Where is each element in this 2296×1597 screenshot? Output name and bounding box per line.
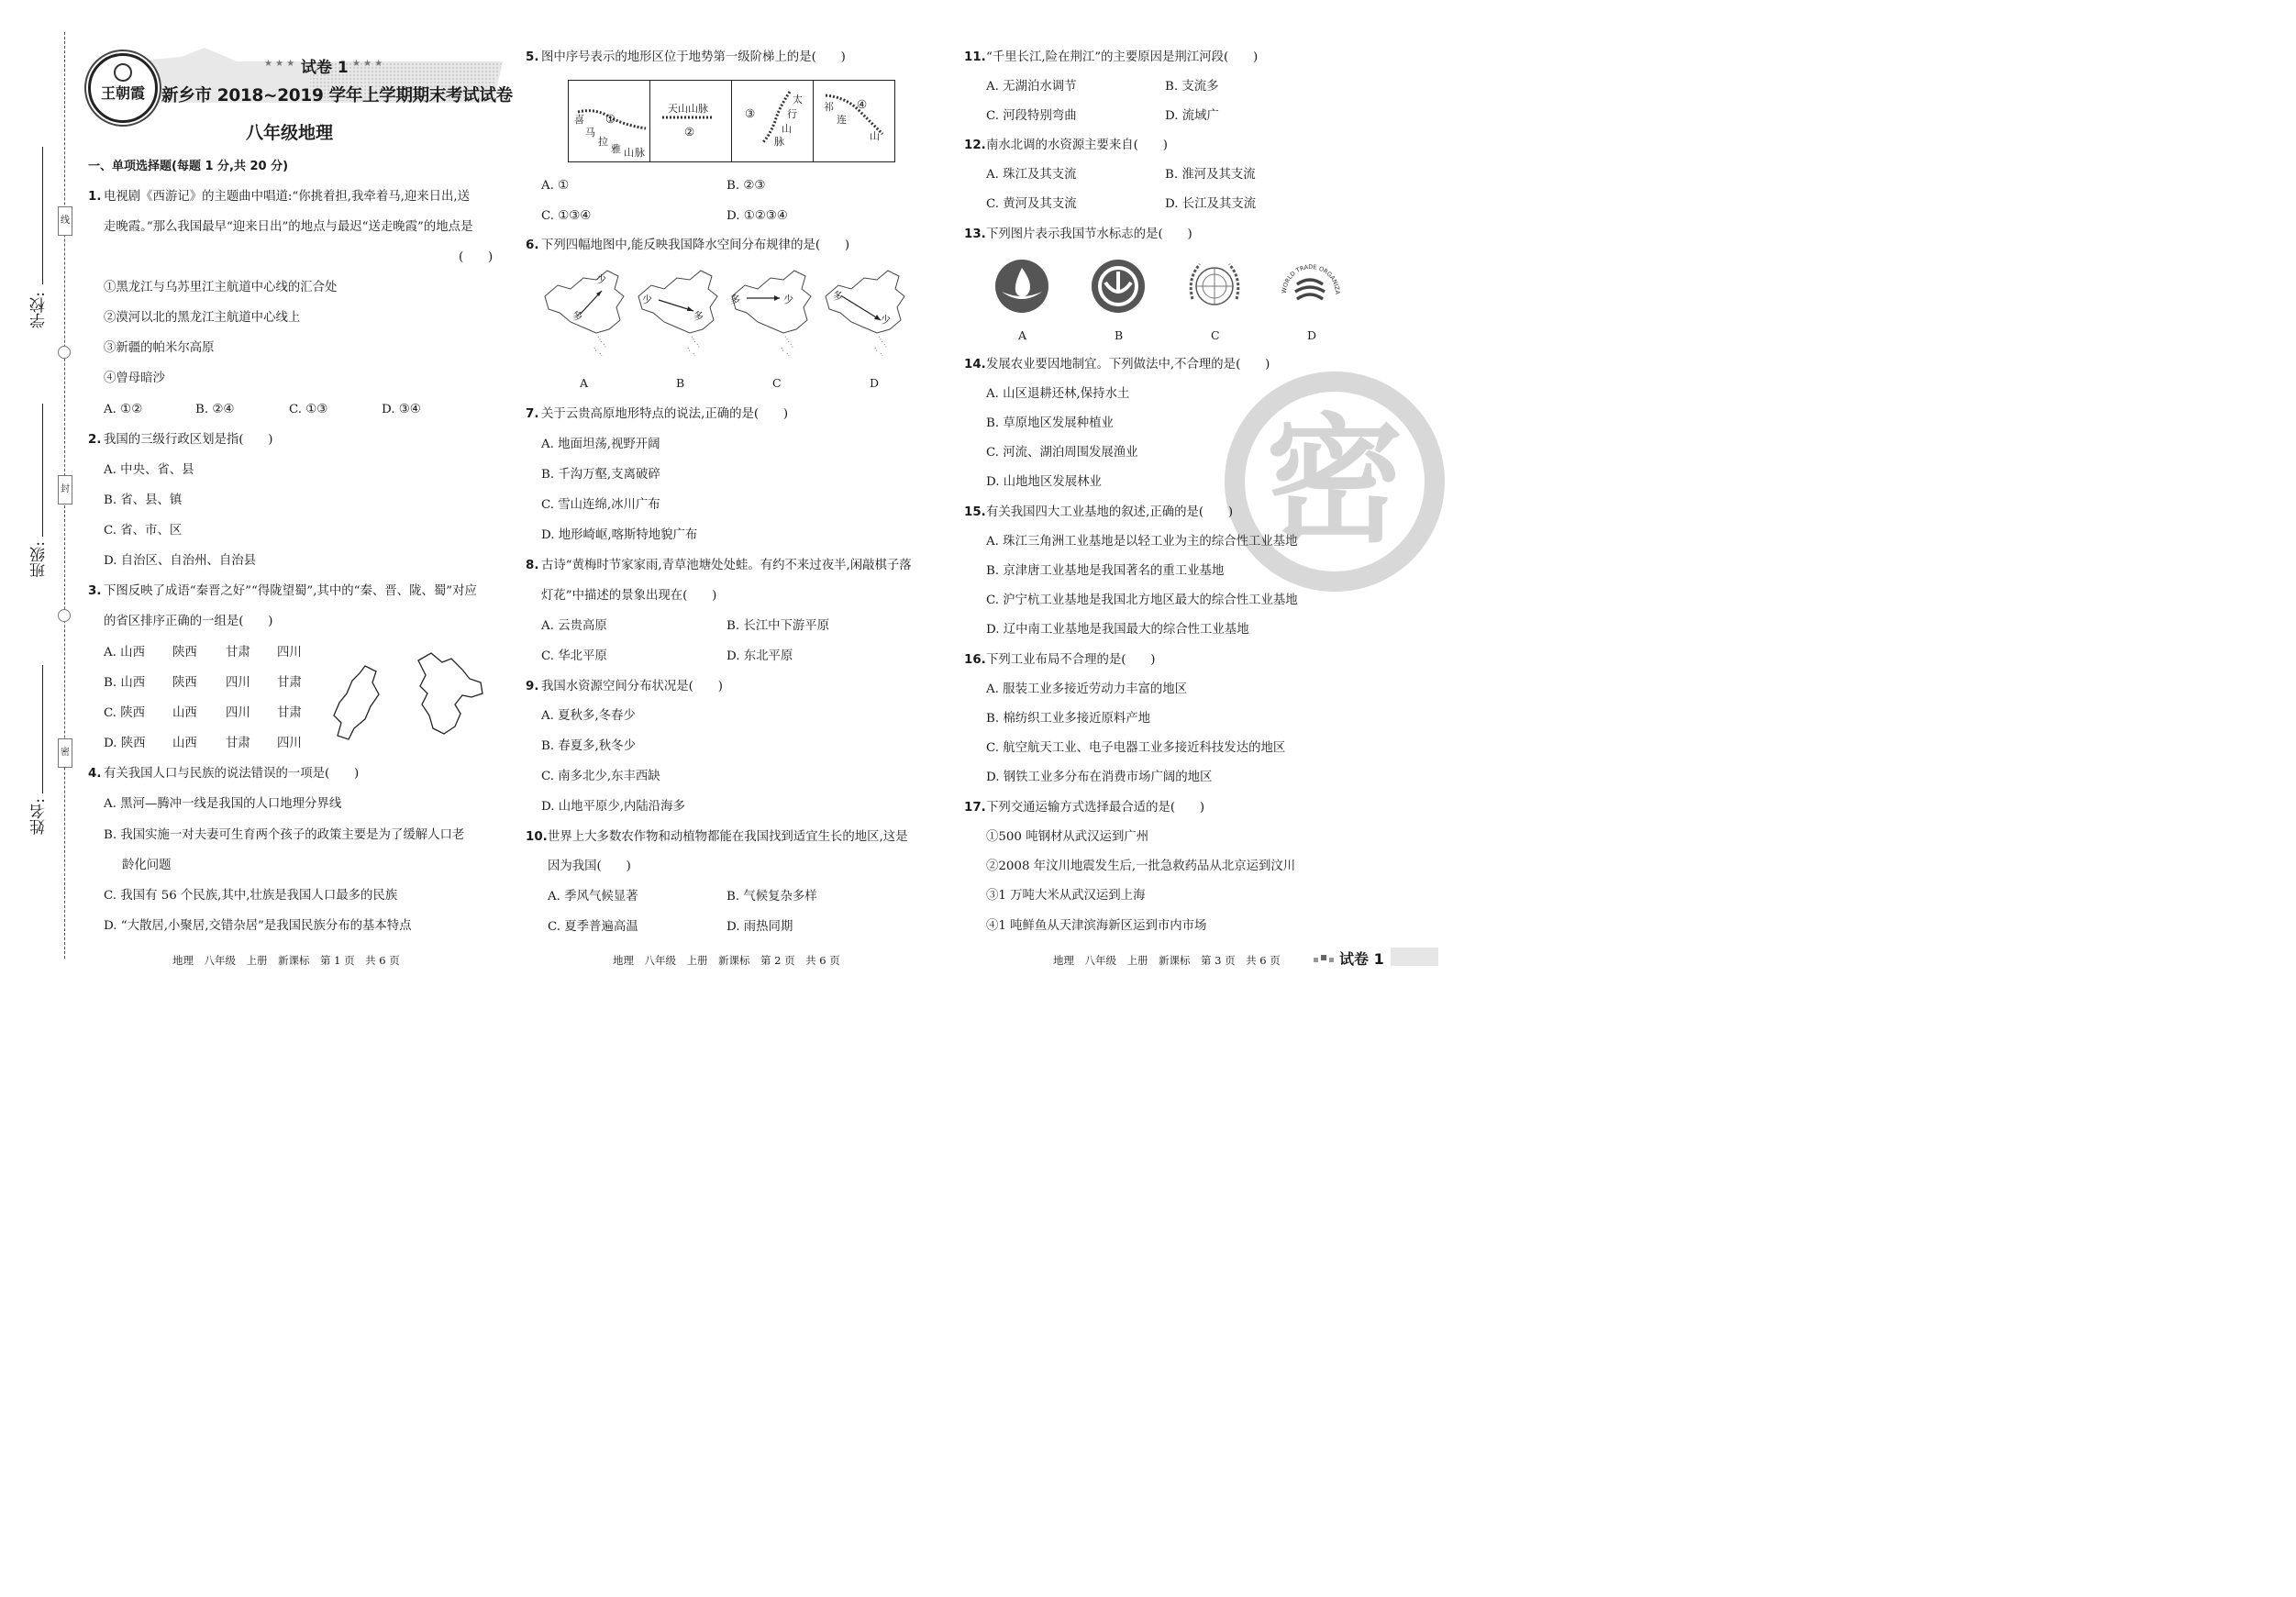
class-label: 班级: bbox=[30, 541, 49, 578]
map-d-more: 多 bbox=[833, 290, 843, 302]
panel-3-label: ③ bbox=[745, 106, 756, 120]
map-label-c[interactable]: C bbox=[772, 376, 782, 390]
q14-text: 发展农业要因地制宜。下列做法中,不合理的是( ) bbox=[986, 358, 1270, 372]
footer-page-2: 地理 八年级 上册 新课标 第 2 页 共 6 页 bbox=[613, 954, 840, 967]
q6-number: 6. bbox=[526, 238, 539, 252]
panel-4-word-3: 山 bbox=[870, 130, 880, 142]
q13-label-b[interactable]: B bbox=[1115, 328, 1124, 342]
banner-stars-right: ★ ★ ★ bbox=[352, 59, 383, 69]
q4-option-b[interactable]: B. 我国实施一对夫妻可生育两个孩子的政策主要是为了缓解人口老 bbox=[104, 828, 465, 842]
q16-option-b[interactable]: B. 棉纺织工业多接近原料产地 bbox=[986, 712, 1151, 726]
q8-option-b[interactable]: B. 长江中下游平原 bbox=[727, 619, 830, 633]
panel-1-word-2: 马 bbox=[585, 127, 595, 139]
q1-item-1: ①黑龙江与乌苏里江主航道中心线的汇合处 bbox=[104, 281, 338, 294]
q13-number: 13. bbox=[964, 227, 986, 241]
q5-figure bbox=[568, 80, 895, 162]
circle-mark-1 bbox=[58, 346, 71, 359]
q2-option-d[interactable]: D. 自治区、自治州、自治县 bbox=[104, 554, 257, 568]
q7-option-c[interactable]: C. 雪山连绵,冰川广布 bbox=[541, 498, 660, 512]
panel-3-word-1: 太 bbox=[793, 94, 803, 105]
wto-logo-text: WORLD TRADE ORGANIZATION bbox=[1276, 251, 1342, 294]
q1-number: 1. bbox=[88, 190, 102, 204]
water-saving-logo-icon[interactable] bbox=[994, 259, 1049, 314]
q1-paren: ( ) bbox=[459, 250, 494, 264]
map-c-less: 少 bbox=[783, 294, 793, 305]
footer-tag: 试卷 1 bbox=[1339, 950, 1384, 968]
q2-option-c[interactable]: C. 省、市、区 bbox=[104, 524, 183, 538]
q9-option-a[interactable]: A. 夏秋多,冬春少 bbox=[541, 709, 636, 723]
q7-number: 7. bbox=[526, 407, 539, 421]
panel-3-word-4: 脉 bbox=[774, 136, 784, 148]
footer-page-1: 地理 八年级 上册 新课标 第 1 页 共 6 页 bbox=[172, 954, 400, 967]
q3-option-c-4: 甘肃 bbox=[277, 706, 302, 720]
q13-text: 下列图片表示我国节水标志的是( ) bbox=[986, 227, 1192, 241]
un-emblem-icon[interactable] bbox=[1185, 257, 1244, 316]
q11-option-a[interactable]: A. 无湖泊水调节 bbox=[986, 80, 1077, 94]
logo-seal bbox=[88, 53, 158, 123]
q15-option-d[interactable]: D. 辽中南工业基地是我国最大的综合性工业基地 bbox=[986, 623, 1249, 637]
q10-line2: 因为我国( ) bbox=[548, 859, 631, 873]
china-map-d bbox=[820, 269, 908, 360]
q9-option-c[interactable]: C. 南多北少,东丰西缺 bbox=[541, 770, 660, 783]
q3-option-b-4: 甘肃 bbox=[277, 676, 302, 690]
q14-number: 14. bbox=[964, 358, 986, 372]
map-c-more: 多 bbox=[730, 294, 740, 305]
q14-option-b[interactable]: B. 草原地区发展种植业 bbox=[986, 416, 1114, 430]
q3-option-c[interactable]: C. 陕西 bbox=[104, 706, 146, 720]
q5-option-d[interactable]: D. ①②③④ bbox=[727, 209, 788, 223]
name-field[interactable] bbox=[42, 665, 43, 793]
q11-option-d[interactable]: D. 流域广 bbox=[1165, 109, 1219, 123]
q2-option-b[interactable]: B. 省、县、镇 bbox=[104, 494, 183, 507]
q3-option-a-4: 四川 bbox=[277, 646, 302, 660]
panel-4-word-2: 连 bbox=[837, 114, 847, 126]
q14-option-a[interactable]: A. 山区退耕还林,保持水土 bbox=[986, 387, 1130, 401]
map-b-less: 少 bbox=[642, 294, 652, 305]
q10-option-c[interactable]: C. 夏季普遍高温 bbox=[548, 920, 638, 934]
map-b-more: 多 bbox=[693, 310, 704, 322]
q7-option-d[interactable]: D. 地形崎岖,喀斯特地貌广布 bbox=[541, 528, 698, 542]
seal-mark-3: 密 bbox=[58, 738, 72, 768]
panel-2-word: 天山山脉 bbox=[668, 103, 708, 115]
q1-item-2: ②漠河以北的黑龙江主航道中心线上 bbox=[104, 311, 301, 325]
q15-option-b[interactable]: B. 京津唐工业基地是我国著名的重工业基地 bbox=[986, 564, 1225, 578]
q10-option-b[interactable]: B. 气候复杂多样 bbox=[727, 890, 817, 904]
name-label: 姓名: bbox=[30, 798, 49, 835]
exam-title: 新乡市 2018~2019 学年上学期期末考试试卷 bbox=[161, 86, 513, 105]
q5-option-a[interactable]: A. ① bbox=[541, 179, 570, 193]
q11-number: 11. bbox=[964, 50, 986, 64]
china-map-c bbox=[727, 269, 815, 360]
map-label-d[interactable]: D bbox=[870, 376, 880, 390]
q5-number: 5. bbox=[526, 50, 539, 64]
q3-option-d-3: 甘肃 bbox=[226, 737, 250, 750]
q8-option-d[interactable]: D. 东北平原 bbox=[727, 649, 793, 663]
q6-text: 下列四幅地图中,能反映我国降水空间分布规律的是( ) bbox=[541, 238, 850, 252]
footer-tag-bar bbox=[1391, 948, 1438, 966]
q11-text: “千里长江,险在荆江”的主要原因是荆江河段( ) bbox=[986, 50, 1259, 64]
q15-option-c[interactable]: C. 沪宁杭工业基地是我国北方地区最大的综合性工业基地 bbox=[986, 593, 1298, 607]
q3-option-a-2: 陕西 bbox=[172, 646, 197, 660]
q3-option-d-2: 山西 bbox=[172, 737, 197, 750]
logo-emblem-icon bbox=[114, 63, 132, 82]
q1-option-b[interactable]: B. ②④ bbox=[195, 403, 235, 416]
q10-line1: 世界上大多数农作物和动植物都能在我国找到适宜生长的地区,这是 bbox=[548, 830, 908, 844]
q12-option-a[interactable]: A. 珠江及其支流 bbox=[986, 168, 1077, 182]
circle-mark-2 bbox=[58, 609, 71, 622]
panel-1-word-5: 山 bbox=[624, 147, 634, 159]
watermark-text: 密 bbox=[1265, 402, 1403, 561]
q1-line2: 走晚霞。”那么我国最早“迎来日出”的地点与最迟“送走晚霞”的地点是 bbox=[104, 220, 473, 234]
q4-option-d[interactable]: D. “大散居,小聚居,交错杂居”是我国民族分布的基本特点 bbox=[104, 919, 412, 933]
q3-option-b-2: 陕西 bbox=[172, 676, 197, 690]
q17-item-4: ④1 吨鲜鱼从天津滨海新区运到市内市场 bbox=[986, 919, 1207, 933]
q12-option-d[interactable]: D. 长江及其支流 bbox=[1165, 197, 1257, 211]
class-field[interactable] bbox=[42, 404, 43, 537]
panel-1-label: ① bbox=[605, 112, 616, 126]
q17-item-3: ③1 万吨大米从武汉运到上海 bbox=[986, 889, 1146, 903]
q16-option-c[interactable]: C. 航空航天工业、电子电器工业多接近科技发达的地区 bbox=[986, 741, 1286, 755]
q7-text: 关于云贵高原地形特点的说法,正确的是( ) bbox=[541, 407, 789, 421]
china-map-a bbox=[539, 269, 627, 360]
q3-number: 3. bbox=[88, 584, 102, 598]
q5-option-c[interactable]: C. ①③④ bbox=[541, 209, 592, 223]
q11-option-b[interactable]: B. 支流多 bbox=[1165, 80, 1219, 94]
q8-number: 8. bbox=[526, 559, 539, 572]
province-outline-shanxi bbox=[328, 662, 383, 745]
q17-number: 17. bbox=[964, 801, 986, 815]
q16-text: 下列工业布局不合理的是( ) bbox=[986, 653, 1156, 667]
q13-label-c[interactable]: C bbox=[1211, 328, 1220, 342]
q9-number: 9. bbox=[526, 680, 539, 693]
footer-squares-icon bbox=[1314, 952, 1337, 965]
section-heading: 一、单项选择题(每题 1 分,共 20 分) bbox=[88, 160, 289, 173]
q3-option-a[interactable]: A. 山西 bbox=[104, 646, 145, 660]
wto-logo-icon[interactable] bbox=[1276, 251, 1343, 317]
q4-number: 4. bbox=[88, 767, 102, 781]
q10-number: 10. bbox=[526, 830, 548, 844]
watermark-seal bbox=[1225, 372, 1445, 592]
q1-option-a[interactable]: A. ①② bbox=[104, 403, 143, 416]
q16-number: 16. bbox=[964, 653, 986, 667]
q12-option-c[interactable]: C. 黄河及其支流 bbox=[986, 197, 1077, 211]
q3-option-b[interactable]: B. 山西 bbox=[104, 676, 146, 690]
q3-line2: 的省区排序正确的一组是( ) bbox=[104, 615, 273, 628]
q17-text: 下列交通运输方式选择最合适的是( ) bbox=[986, 801, 1205, 815]
green-food-logo-icon[interactable] bbox=[1091, 259, 1146, 314]
q8-line1: 古诗“黄梅时节家家雨,青草池塘处处蛙。有约不来过夜半,闲敲棋子落 bbox=[541, 559, 912, 572]
q10-option-d[interactable]: D. 雨热同期 bbox=[727, 920, 793, 934]
panel-1-word-6: 脉 bbox=[635, 147, 645, 159]
q4-text: 有关我国人口与民族的说法错误的一项是( ) bbox=[104, 767, 360, 781]
mountain-range-2-icon bbox=[660, 114, 715, 123]
q3-option-c-3: 四川 bbox=[226, 706, 250, 720]
footer-tag-box bbox=[1310, 945, 1438, 969]
q4-option-c[interactable]: C. 我国有 56 个民族,其中,壮族是我国人口最多的民族 bbox=[104, 889, 398, 903]
q3-option-d[interactable]: D. 陕西 bbox=[104, 737, 146, 750]
panel-1-word-4: 雅 bbox=[611, 143, 621, 155]
q15-text: 有关我国四大工业基地的叙述,正确的是( ) bbox=[986, 505, 1234, 519]
china-map-b bbox=[633, 269, 721, 360]
banner-label: 试卷 1 bbox=[301, 59, 349, 77]
q9-option-b[interactable]: B. 春夏多,秋冬少 bbox=[541, 739, 636, 753]
panel-1-word-1: 喜 bbox=[574, 114, 584, 126]
q12-option-b[interactable]: B. 淮河及其支流 bbox=[1165, 168, 1256, 182]
map-d-less: 少 bbox=[881, 314, 891, 326]
footer-page-3: 地理 八年级 上册 新课标 第 3 页 共 6 页 bbox=[1053, 954, 1281, 967]
banner-stars-left: ★ ★ ★ bbox=[264, 59, 295, 69]
panel-3-word-3: 山 bbox=[782, 123, 792, 135]
q1-item-4: ④曾母暗沙 bbox=[104, 372, 165, 385]
q14-option-d[interactable]: D. 山地地区发展林业 bbox=[986, 475, 1102, 489]
q8-line2: 灯花”中描述的景象出现在( ) bbox=[541, 589, 717, 603]
q3-option-d-4: 四川 bbox=[277, 737, 302, 750]
q15-number: 15. bbox=[964, 505, 986, 519]
q1-option-d[interactable]: D. ③④ bbox=[382, 403, 421, 416]
map-a-less: 少 bbox=[596, 273, 606, 285]
q13-label-d[interactable]: D bbox=[1307, 328, 1317, 342]
q7-option-b[interactable]: B. 千沟万壑,支离破碎 bbox=[541, 468, 660, 482]
q17-item-1: ①500 吨钢材从武汉运到广州 bbox=[986, 830, 1149, 844]
q9-text: 我国水资源空间分布状况是( ) bbox=[541, 680, 723, 693]
q12-text: 南水北调的水资源主要来自( ) bbox=[986, 139, 1168, 152]
panel-4-label: ④ bbox=[857, 97, 868, 111]
panel-4-word-1: 祁 bbox=[824, 101, 834, 113]
q17-item-2: ②2008 年汶川地震发生后,一批急救药品从北京运到汶川 bbox=[986, 859, 1296, 873]
school-label: 学校: bbox=[30, 292, 49, 328]
province-outline-gansu bbox=[411, 649, 486, 739]
map-label-b[interactable]: B bbox=[676, 376, 685, 390]
panel-1-word-3: 拉 bbox=[598, 136, 608, 148]
q12-number: 12. bbox=[964, 139, 986, 152]
q3-line1: 下图反映了成语“秦晋之好”“得陇望蜀”,其中的“秦、晋、陇、蜀”对应 bbox=[104, 584, 477, 598]
q10-option-a[interactable]: A. 季风气候显著 bbox=[548, 890, 638, 904]
q1-line1: 电视剧《西游记》的主题曲中唱道:“你挑着担,我牵着马,迎来日出,送 bbox=[104, 190, 471, 204]
q13-label-a[interactable]: A bbox=[1018, 328, 1027, 342]
q7-option-a[interactable]: A. 地面坦荡,视野开阔 bbox=[541, 438, 660, 451]
q9-option-d[interactable]: D. 山地平原少,内陆沿海多 bbox=[541, 800, 685, 814]
q2-option-a[interactable]: A. 中央、省、县 bbox=[104, 463, 194, 477]
q4-option-b-cont: 龄化问题 bbox=[122, 859, 172, 872]
q16-option-a[interactable]: A. 服装工业多接近劳动力丰富的地区 bbox=[986, 682, 1188, 696]
logo-text: 王朝霞 bbox=[100, 84, 145, 102]
q16-option-d[interactable]: D. 钢铁工业多分布在消费市场广阔的地区 bbox=[986, 771, 1213, 784]
school-field[interactable] bbox=[42, 147, 43, 284]
q3-option-a-3: 甘肃 bbox=[226, 646, 250, 660]
q2-number: 2. bbox=[88, 433, 102, 447]
panel-2-label: ② bbox=[684, 125, 695, 139]
q8-option-c[interactable]: C. 华北平原 bbox=[541, 649, 607, 663]
q2-text: 我国的三级行政区划是指( ) bbox=[104, 433, 273, 447]
q1-option-c[interactable]: C. ①③ bbox=[289, 403, 328, 416]
q15-option-a[interactable]: A. 珠江三角洲工业基地是以轻工业为主的综合性工业基地 bbox=[986, 535, 1298, 549]
q14-option-c[interactable]: C. 河流、湖泊周围发展渔业 bbox=[986, 446, 1138, 460]
q3-option-c-2: 山西 bbox=[172, 706, 197, 720]
q3-option-b-3: 四川 bbox=[226, 676, 250, 690]
q1-item-3: ③新疆的帕米尔高原 bbox=[104, 341, 215, 355]
seal-mark-1: 线 bbox=[58, 206, 72, 236]
map-label-a[interactable]: A bbox=[580, 376, 589, 390]
panel-3-word-2: 行 bbox=[787, 108, 797, 120]
q8-option-a[interactable]: A. 云贵高原 bbox=[541, 619, 607, 633]
subject-title: 八年级地理 bbox=[246, 123, 334, 143]
seal-mark-2: 封 bbox=[58, 475, 72, 505]
q11-option-c[interactable]: C. 河段特别弯曲 bbox=[986, 109, 1077, 123]
map-a-more: 多 bbox=[572, 310, 582, 322]
q5-option-b[interactable]: B. ②③ bbox=[727, 179, 766, 193]
q4-option-a[interactable]: A. 黑河—腾冲一线是我国的人口地理分界线 bbox=[104, 797, 342, 811]
q5-text: 图中序号表示的地形区位于地势第一级阶梯上的是( ) bbox=[541, 50, 846, 64]
